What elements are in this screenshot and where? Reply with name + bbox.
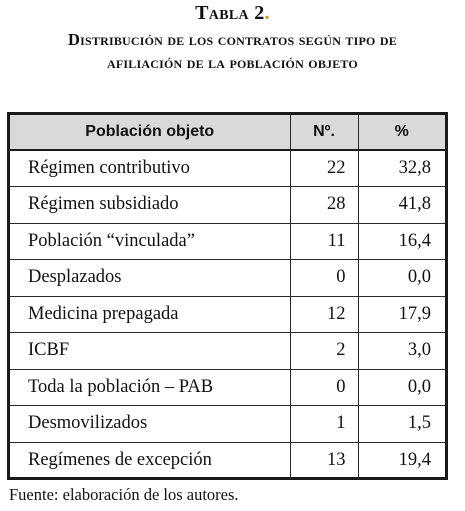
row-count: 13: [290, 442, 358, 479]
row-count: 12: [290, 296, 358, 333]
row-category: Medicina prepagada: [10, 296, 290, 333]
row-category: Regímenes de excepción: [10, 442, 290, 479]
row-percent: 17,9: [358, 296, 445, 333]
row-count: 11: [290, 223, 358, 260]
table-row: [10, 260, 445, 297]
table-row: [10, 187, 445, 224]
row-count: 28: [290, 187, 358, 224]
row-category: Desplazados: [10, 260, 290, 297]
row-percent: 0,0: [358, 260, 445, 297]
table-caption-title: [0, 2, 465, 24]
row-percent: 3,0: [358, 333, 445, 370]
row-count: 0: [290, 260, 358, 297]
row-percent: 1,5: [358, 406, 445, 443]
caption-dot: .: [264, 2, 270, 24]
table-row: [10, 150, 445, 187]
row-category: Desmovilizados: [10, 406, 290, 443]
table-row: [10, 369, 445, 406]
row-category: ICBF: [10, 333, 290, 370]
table-source-note: Fuente: elaboración de los autores.: [9, 485, 239, 504]
data-table: [10, 115, 445, 479]
row-percent: 41,8: [358, 187, 445, 224]
row-percent: 0,0: [358, 369, 445, 406]
table-caption-label: Tabla 2: [195, 2, 265, 24]
table-row: [10, 333, 445, 370]
table-caption-subtitle-line1: Distribución de los contratos según tipo de: [68, 30, 397, 49]
column-header-count: Nº.: [290, 115, 358, 150]
data-table-frame: [7, 112, 448, 480]
row-count: 22: [290, 150, 358, 187]
column-header-percent: %: [358, 115, 445, 150]
table-header-row: [10, 115, 445, 150]
row-category: Población “vinculada”: [10, 223, 290, 260]
row-percent: 16,4: [358, 223, 445, 260]
row-category: Régimen contributivo: [10, 150, 290, 187]
row-percent: 19,4: [358, 442, 445, 479]
table-row: [10, 296, 445, 333]
row-percent: 32,8: [358, 150, 445, 187]
row-count: 0: [290, 369, 358, 406]
table-caption-subtitle-line2: afiliación de la población objeto: [107, 53, 358, 72]
table-row: [10, 406, 445, 443]
row-category: Toda la población – PAB: [10, 369, 290, 406]
row-category: Régimen subsidiado: [10, 187, 290, 224]
column-header-population: Población objeto: [10, 115, 290, 150]
table-row: [10, 442, 445, 479]
table-row: [10, 223, 445, 260]
row-count: 2: [290, 333, 358, 370]
row-count: 1: [290, 406, 358, 443]
